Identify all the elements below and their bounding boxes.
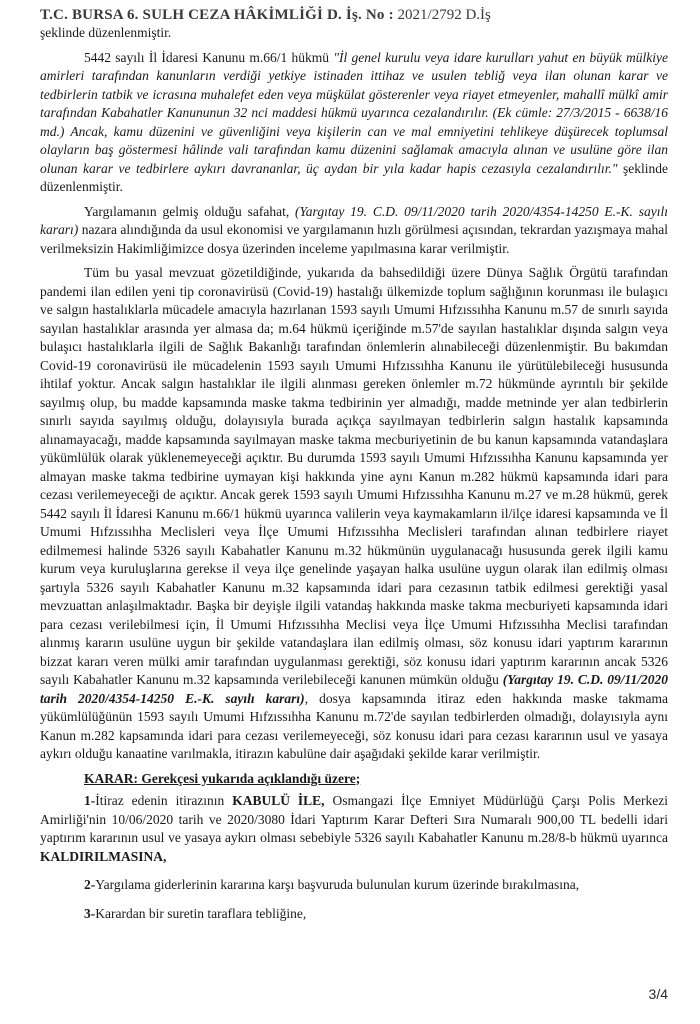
paragraph-intro: 5442 sayılı İl İdaresi Kanunu m.66/1 hükmü (84, 49, 334, 65)
paragraph-intro: Yargılamanın gelmiş olduğu safahat, (84, 203, 296, 219)
item-number: 2- (84, 877, 96, 892)
court-name: T.C. BURSA 6. SULH CEZA HÂKİMLİĞİ D. İş. No : (40, 7, 394, 23)
paragraph-end: nazara alındığında da usul ekonomisi ve yargılamanın hızlı görülmesi açısından, tekrardan yazışmaya mahal verilmeksizin Hakimliğimizce dosya üzerinden inceleme yapılmasına karar verilmiştir. (40, 222, 668, 256)
acceptance-label: KABULÜ İLE, (232, 793, 325, 808)
document-body (40, 24, 668, 933)
reasoning-text-a: Tüm bu yasal mevzuat gözetildiğinde, yukarıda da bahsedildiği üzere Dünya Sağlık Örgütü tarafından pandemi ilan edilen yeni tip coronavirüsü (Covid-19) hastalığı ülkemizde toplum sağlığının korunması ile bulaşıcı ve salgın hastalıklarla mücadele amacıyla hazırlanan 1593 sayılı Umumi Hıfzıssıhha Kanunu m.57 de sınırlı sayıda sayılan hastalıklar arasında yer almasa da; m.64 hükmü içeriğinde m.57'de sayılan hastalıklar dışında salgın veya bulaşıcı hastalıklarla ilgili de Sağlık Bakanlığı tarafından önlemlerin alınabileceği düzenlenmiştir. Bu bakımdan Covid-19 coronavirüsü ile mücadelenin 1593 sayılı Umumi Hıfzıssıhha Kanunu ile yürütülebileceği hususunda ihtilaf yoktur. Ancak salgın hastalıklar ile ilgili alınması gereken önlemler m.72 hükmünde ayrıntılı bir şekilde sayılmış olup, bu madde kapsamında maske takma tedbirinin yer almadığı, madde metninde yer alan tedbirlerin sınırlı sayıda sayılmış olduğu, dolayısıyla burada açıkça sayılmayan tedbirlerin salgın hastalık kapsamında alınamayacağı, madde kapsamında sayılmayan maske takma mecburiyetinin de bu kanun kapsamında vatandaşlara yükümlülük olarak yüklenemeyeceği açıktır. Bu durumda 1593 sayılı Umumi Hıfzıssıhha Kanunu kapsamında yer almayan maske takma tedbirine uymayan kişi hakkında yine aynı Kanun m.282 hükmü kapsamında idari para cezası verilemeyeceği de açıktır. Ancak gerek 1593 sayılı Umumi Hıfzıssıhha Kanunu m.27 ve m.28 hükmü, gerek 5442 sayılı İl İdaresi Kanunu m.66/1 hükmü uyarınca valilerin veya kaymakamların il/ilçe idaresi kapsamında ve İl Umumi Hıfzıssıhha Meclisleri veya İlçe Umumi Hıfzıssıhha Meclisleri tarafından alınan tedbirlere riayet edilmemesi halinde 5326 sayılı Kabahatler Kanunu m.32 hükmünün uygulanacağı hususunda gerek ilgili kamu kurum veya kuruluşlarına gerekse il veya ilçe genelinde yaşayan halka usulüne uygun olarak ilan edilmiş olması şartıyla 5326 sayılı Kabahatler Kanunu m.32 kapsamında idari para cezasının tatbik edilmesi gerektiği yasal mevzuattan anlaşılmaktadır. Başka bir deyişle ilgili vatandaş hakkında maske takma mecburiyeti kapsamında idari para cezası verilebilmesi için, İl Umumi Hıfzıssıhha Meclisi veya İlçe Umumi Hıfzıssıhha Meclisi tarafından alınmış kararın usulüne uygun bir şekilde vatandaşlara ilan edilmiş olması, söz konusu idari yaptırım kararının bizzat kararı veren mülki amir tarafından uygulanması gerektiği, söz konusu idari yaptırım kararının ancak 5326 sayılı Kabahatler Kanunu m.32 kapsamında verilebileceği kanunen mümkün olduğu (40, 265, 668, 687)
paragraph-end: şeklinde düzenlenmiştir. (40, 160, 668, 194)
decision-item-2: 2-Yargılama giderlerinin kararına karşı başvuruda bulunulan kurum üzerinde bırakılmasına, (84, 877, 580, 892)
page-number: 3/4 (648, 986, 668, 1002)
reasoning-text-b: , dosya kapsamında itiraz eden hakkında maske takmama yükümlülüğünün 1593 sayılı Umumi Hıfzıssıhha Kanunu m.72'de sayılan tedbirlerden olmadığı, dolayısıyla aynı Kanun m.282 kapsamında idari para cezası verilemeyeceği, söz konusu idari para cezası kararının usul ve yasaya aykırı olduğu kanaatine varılmakla, itirazın kabulüne dair aşağıdaki şekilde karar verilmiştir. (40, 690, 668, 761)
item-number: 3- (84, 905, 96, 921)
paragraph-reasoning (40, 264, 668, 764)
annulment-label: KALDIRILMASINA, (40, 848, 167, 864)
citation: (Yargıtay 19. C.D. 09/11/2020 tarih 2020/4354-14250 E.-K. sayılı kararı) (40, 203, 668, 237)
item-number: 1- (84, 793, 96, 808)
decision-item-1: 1-İtiraz edenin itirazının KABULÜ İLE, Osmangazi İlçe Emniyet Müdürlüğü Çarşı Polis Merkezi Amirliği'nin 10/06/2020 tarih ve 2020/3080 İdari Yaptırım Karar Defteri Sıra Numaralı 900,00 TL bedelli idari yaptırım kararının usul ve yasaya aykırı olması sebebiyle 5326 sayılı Kabahatler Kanunu m.28/8-b hükmü uyarınca KALDIRILMASINA, (40, 793, 668, 864)
paragraph-law-5442 (40, 49, 668, 197)
decision-heading: KARAR: Gerekçesi yukarıda açıklandığı üzere; (84, 770, 361, 786)
paragraph-continuation: şeklinde düzenlenmiştir. (40, 25, 172, 40)
citation-bold: (Yargıtay 19. C.D. 09/11/2020 tarih 2020/4354-14250 E.-K. sayılı kararı) (40, 672, 668, 706)
page-header (40, 4, 680, 26)
paragraph-proceedings (40, 203, 668, 259)
decision-item-3: 3-Karardan bir suretin taraflara tebliğine, (84, 905, 307, 921)
case-number: 2021/2792 D.İş (397, 7, 491, 23)
law-quote: "İl genel kurulu veya idare kurulları yahut en büyük mülkiye amirleri tarafından kanunların verdiği yetkiye istinaden ittihaz ve usulen tebliğ veya ilan olunan karar ve tedbirlerin tatbik ve icrasına muhalefet eden veya müşkülat gösterenler veya riayet etmeyenler, mahallî mülkî amir tarafından Kabahatler Kanununun 32 nci maddesi hükmü uyarınca cezalandırılır. (Ek cümle: 27/3/2015 - 6638/16 md.) Ancak, kamu düzenini ve güvenliğini veya kişilerin can ve mal emniyetini tehlikeye düşürecek toplumsal olayların baş göstermesi hâlinde vali tarafından kamu düzenini sağlamak amacıyla alınan ve usulüne göre ilan olunan karar ve tedbirlere aykırı davrananlar, üç aydan bir yıla kadar hapis cezasıyla cezalandırılır." (40, 49, 668, 176)
